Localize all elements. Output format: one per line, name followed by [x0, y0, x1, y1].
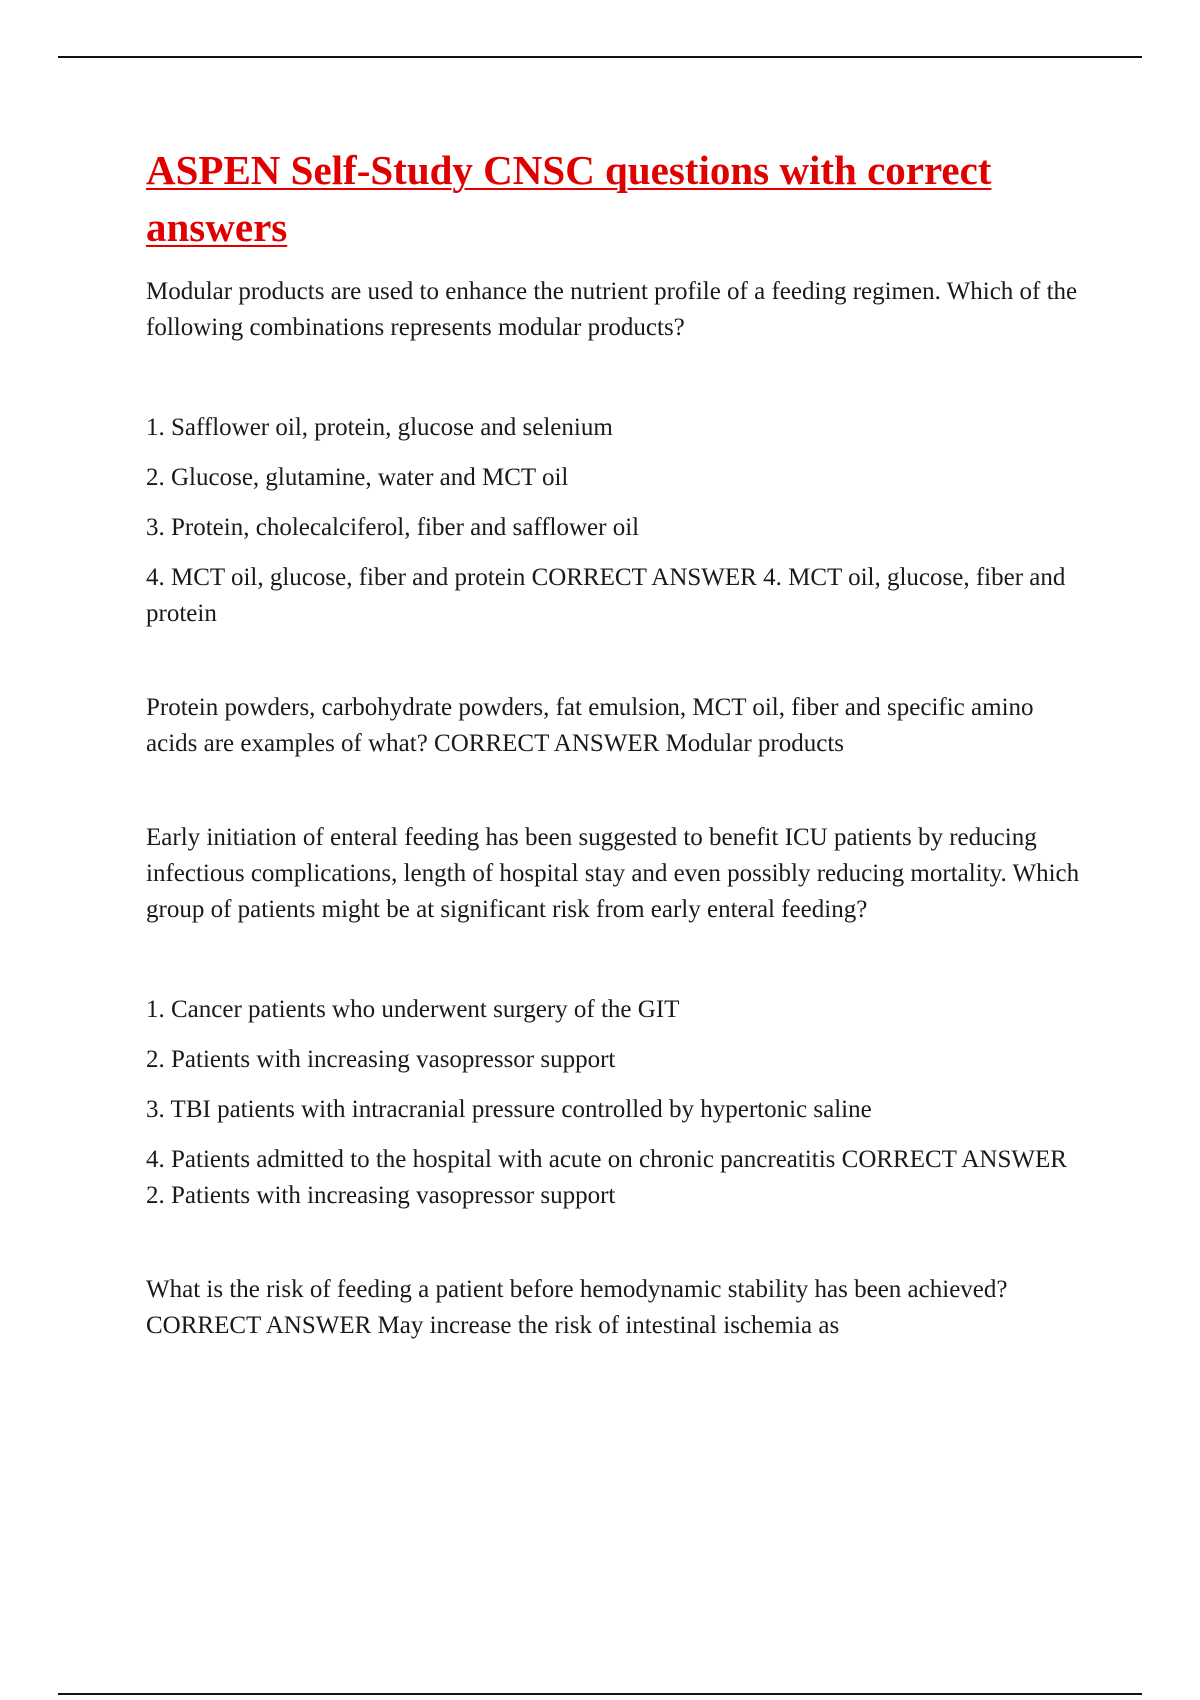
option-item: 3. TBI patients with intracranial pressure controlled by hypertonic saline: [146, 1096, 872, 1123]
question-1-options: [146, 410, 1086, 632]
footer-rule: [58, 1693, 1142, 1695]
option-item: 1. Safflower oil, protein, glucose and selenium: [146, 414, 613, 441]
option-item: 3. Protein, cholecalciferol, fiber and safflower oil: [146, 514, 640, 541]
option-item: 1. Cancer patients who underwent surgery of the GIT: [146, 996, 680, 1023]
document-title: ASPEN Self-Study CNSC questions with correct answers: [146, 147, 992, 250]
spacer: [146, 632, 1086, 690]
option-item: 2. Patients with increasing vasopressor support: [146, 1046, 616, 1073]
question-3-options: [146, 992, 1086, 1214]
question-4-text: What is the risk of feeding a patient before hemodynamic stability has been achieved? CORRECT ANSWER May increase the risk of intestinal ischemia as: [146, 1276, 1008, 1339]
question-1-text: Modular products are used to enhance the nutrient profile of a feeding regimen. Which of the following combinations represents modular products?: [146, 278, 1078, 341]
document-body: [146, 142, 1086, 1344]
spacer: [146, 928, 1086, 992]
option-item: 4. Patients admitted to the hospital with acute on chronic pancreatitis CORRECT ANSWER 2. Patients with increasing vasopressor support: [146, 1146, 1067, 1209]
question-3-text: Early initiation of enteral feeding has been suggested to benefit ICU patients by reducing infectious complications, length of hospital stay and even possibly reducing mortality. Which group of patients might be at significant risk from early enteral feeding?: [146, 824, 1080, 923]
header-rule: [58, 56, 1142, 58]
spacer: [146, 346, 1086, 410]
spacer: [146, 762, 1086, 820]
option-item: 4. MCT oil, glucose, fiber and protein CORRECT ANSWER 4. MCT oil, glucose, fiber and protein: [146, 564, 1066, 627]
question-2-text: Protein powders, carbohydrate powders, fat emulsion, MCT oil, fiber and specific amino acids are examples of what? CORRECT ANSWER Modular products: [146, 694, 1034, 757]
spacer: [146, 1214, 1086, 1272]
option-item: 2. Glucose, glutamine, water and MCT oil: [146, 464, 569, 491]
